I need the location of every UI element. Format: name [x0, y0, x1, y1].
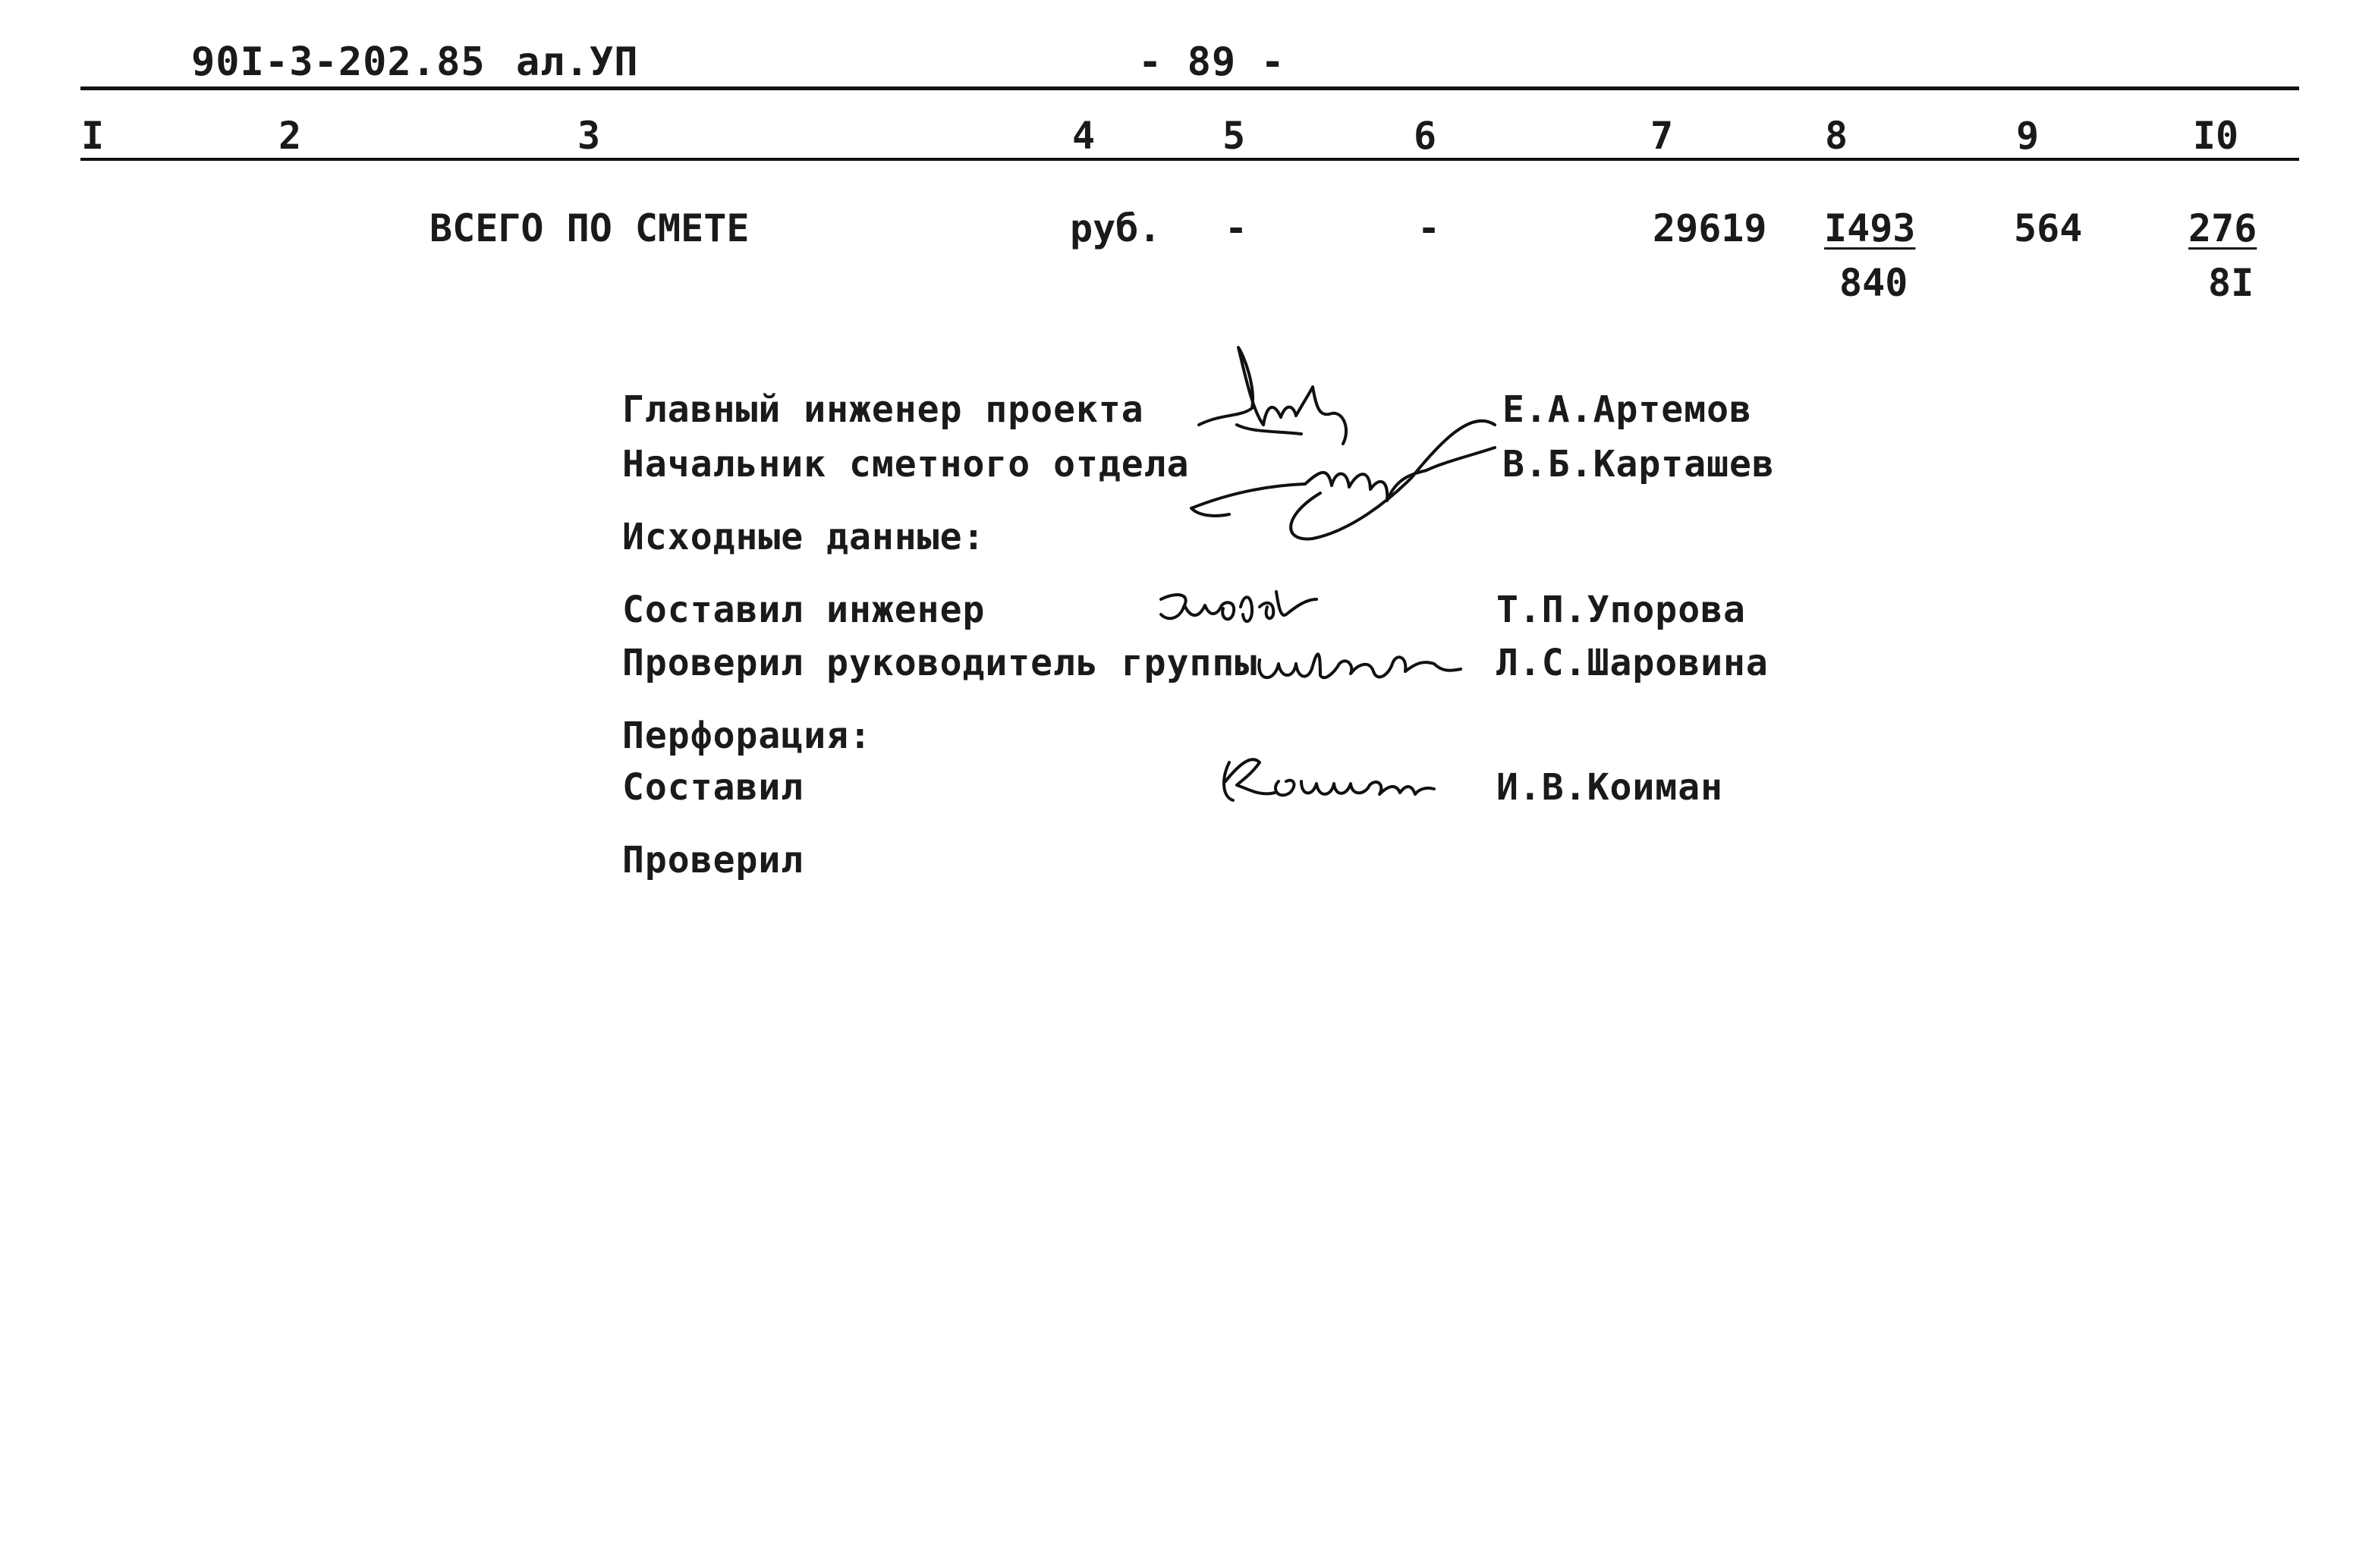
perforation-label: Перфорация:	[622, 715, 872, 757]
page-number: - 89 -	[1138, 39, 1285, 85]
column-number: 4	[1071, 114, 1096, 158]
checked-group-label: Проверил руководитель группы	[622, 642, 1258, 684]
total-unit: руб.	[1070, 206, 1162, 250]
total-label: ВСЕГО ПО СМЕТЕ	[429, 206, 750, 250]
head-estimates-label: Начальник сметного отдела	[622, 443, 1190, 485]
compiled-engineer-name: Т.П.Упорова	[1496, 589, 1746, 631]
column-number: I	[80, 114, 105, 158]
compiled-engineer-label: Составил инженер	[622, 589, 986, 631]
document-code: 90I-3-202.85	[191, 39, 486, 85]
total-col9: 564	[2014, 206, 2083, 250]
signature-head-estimates	[1184, 394, 1533, 546]
column-header-rule	[80, 158, 2299, 161]
column-number: 3	[577, 114, 601, 158]
column-number: 2	[278, 114, 302, 158]
source-data-label: Исходные данные:	[622, 516, 986, 558]
column-number: I0	[2192, 114, 2239, 158]
column-number: 6	[1413, 114, 1437, 158]
perf-compiled-name: И.В.Коиман	[1496, 766, 1723, 809]
total-col10-top: 276	[2188, 206, 2257, 250]
signature-perf-compiled	[1206, 747, 1464, 815]
total-col7: 29619	[1653, 206, 1767, 250]
perf-compiled-label: Составил	[622, 766, 804, 809]
head-estimates-name: В.Б.Карташев	[1502, 443, 1775, 485]
header-rule	[80, 86, 2299, 90]
total-col6: -	[1417, 206, 1441, 250]
chief-engineer-label: Главный инженер проекта	[622, 388, 1144, 431]
signature-checked-group	[1244, 630, 1472, 698]
column-number: 8	[1824, 114, 1848, 158]
album-number: ал.УП	[516, 39, 639, 85]
total-col8-top: I493	[1824, 206, 1916, 250]
total-col10-bottom: 8I	[2208, 261, 2254, 305]
chief-engineer-name: Е.А.Артемов	[1502, 388, 1752, 431]
column-number: 7	[1650, 114, 1674, 158]
column-number: 9	[2015, 114, 2040, 158]
perf-checked-label: Проверил	[622, 839, 804, 881]
checked-group-name: Л.С.Шаровина	[1496, 642, 1769, 684]
total-col5: -	[1225, 206, 1248, 250]
column-number: 5	[1222, 114, 1246, 158]
total-col8-bottom: 840	[1839, 261, 1908, 305]
